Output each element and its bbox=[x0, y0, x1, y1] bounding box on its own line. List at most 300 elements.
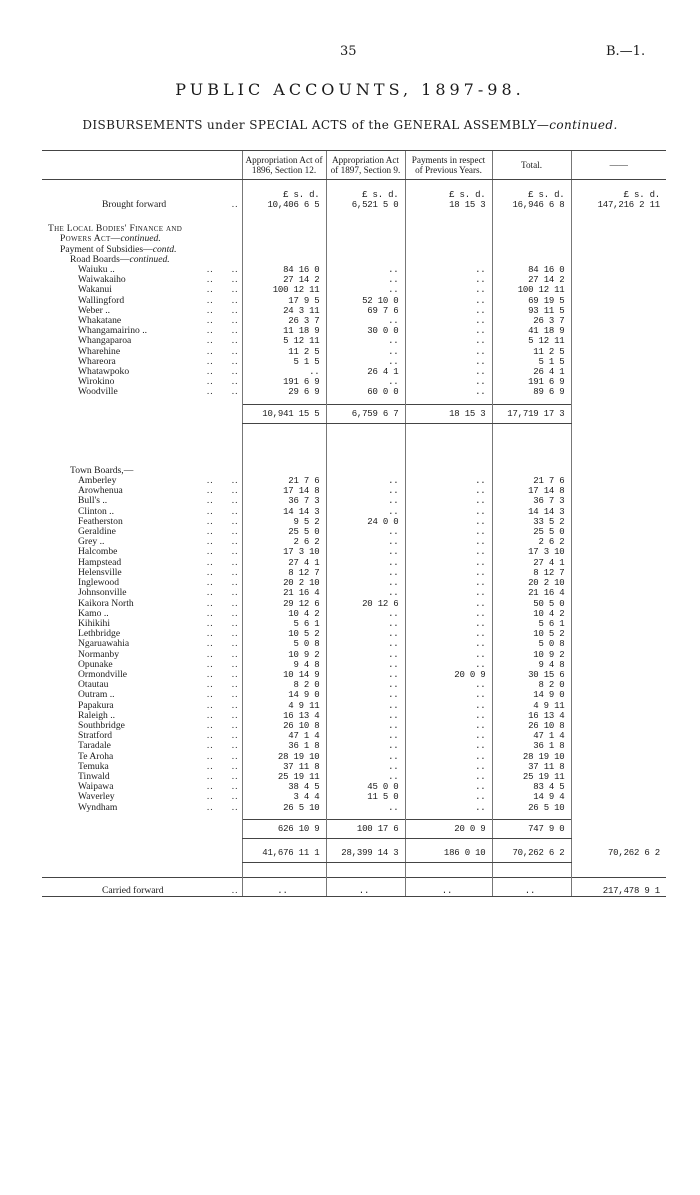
subtotal-label bbox=[42, 819, 242, 838]
leader-dots: .. bbox=[206, 639, 214, 650]
leader-dots: .. bbox=[231, 669, 239, 680]
row-name bbox=[42, 690, 242, 700]
cell-blank bbox=[571, 701, 666, 711]
cell-c3: .. bbox=[405, 326, 492, 336]
row-name-text: Wallingford bbox=[78, 295, 125, 306]
cell-total: 25 19 11 bbox=[492, 772, 571, 782]
table-row bbox=[42, 527, 666, 537]
row-name-text: Opunake bbox=[78, 659, 113, 670]
subtotal-c1: 626 10 9 bbox=[242, 819, 326, 838]
cell-blank bbox=[571, 527, 666, 537]
leader-dots: .. bbox=[231, 802, 239, 813]
leader-dots: .. bbox=[206, 387, 214, 398]
row-name bbox=[42, 377, 242, 387]
leader-dots: .. bbox=[206, 377, 214, 388]
carried-forward-label bbox=[42, 878, 242, 897]
cell-blank bbox=[571, 752, 666, 762]
leader-dots: .. bbox=[206, 761, 214, 772]
payment-of-subsidies-line: Payment of Subsidies—contd. bbox=[60, 244, 177, 255]
leader-dots: .. bbox=[206, 527, 214, 538]
leader-dots: .. bbox=[231, 295, 239, 306]
units-label: £ s. d. bbox=[571, 180, 666, 201]
cell-blank bbox=[571, 711, 666, 721]
leader-dots: .. bbox=[206, 710, 214, 721]
cell-blank bbox=[571, 357, 666, 367]
cell-c3: .. bbox=[405, 772, 492, 782]
cell-c3: .. bbox=[405, 599, 492, 609]
cell-c2: 26 4 1 bbox=[326, 367, 405, 377]
cell-c3: .. bbox=[405, 377, 492, 387]
row-name-text: Clinton .. bbox=[78, 506, 114, 517]
leader-dots: .. bbox=[231, 346, 239, 357]
row-name bbox=[42, 357, 242, 367]
table-row bbox=[42, 782, 666, 792]
leader-dots: .. bbox=[231, 608, 239, 619]
cell-c1: 5 0 8 bbox=[242, 639, 326, 649]
row-name bbox=[42, 588, 242, 598]
cell-blank bbox=[571, 476, 666, 486]
cell-c1: 20 2 10 bbox=[242, 578, 326, 588]
cell-blank bbox=[571, 296, 666, 306]
leader-dots: .. bbox=[231, 690, 239, 701]
road-boards-total-row bbox=[42, 404, 666, 423]
cell-blank bbox=[571, 347, 666, 357]
leader-dots: .. bbox=[231, 367, 239, 378]
cell-total: 36 7 3 bbox=[492, 496, 571, 506]
cell-blank bbox=[571, 336, 666, 346]
leader-dots: .. bbox=[206, 649, 214, 660]
cell-total: 8 12 7 bbox=[492, 568, 571, 578]
leader-dots: .. bbox=[206, 782, 214, 793]
cell-c3: .. bbox=[405, 387, 492, 397]
cell-blank bbox=[571, 265, 666, 275]
cell-c2: .. bbox=[326, 578, 405, 588]
act-title-line-1: The Local Bodies' Finance and bbox=[48, 224, 183, 235]
leader-dots: .. bbox=[231, 336, 239, 347]
cell-c3: .. bbox=[405, 275, 492, 285]
cell-total: 191 6 9 bbox=[492, 377, 571, 387]
cell-c2: .. bbox=[326, 701, 405, 711]
cell-c1: 14 14 3 bbox=[242, 507, 326, 517]
header-appropriation-1896: Appropriation Act of 1896, Section 12. bbox=[242, 151, 326, 180]
row-name-text: Normanby bbox=[78, 649, 120, 660]
cell-blank bbox=[571, 782, 666, 792]
row-name-text: Helensville bbox=[78, 567, 122, 578]
cell-c3: .. bbox=[405, 296, 492, 306]
cell-total: 17 14 8 bbox=[492, 486, 571, 496]
cell-blank bbox=[571, 578, 666, 588]
cell-blank bbox=[571, 762, 666, 772]
row-name-text: Waverley bbox=[78, 792, 115, 803]
row-name bbox=[42, 527, 242, 537]
cell-c3: .. bbox=[405, 803, 492, 813]
cell-c1: 25 19 11 bbox=[242, 772, 326, 782]
cell-c1: 2 6 2 bbox=[242, 537, 326, 547]
cell-blank bbox=[571, 377, 666, 387]
leader-dots: .. bbox=[231, 356, 239, 367]
row-name bbox=[42, 752, 242, 762]
cell-blank bbox=[571, 588, 666, 598]
cell-c2: 52 10 0 bbox=[326, 296, 405, 306]
cell-total: 5 6 1 bbox=[492, 619, 571, 629]
cell-c3: .. bbox=[405, 650, 492, 660]
cell-c1: 25 5 0 bbox=[242, 527, 326, 537]
cell-blank bbox=[571, 792, 666, 802]
subtotal-c3: 20 0 9 bbox=[405, 819, 492, 838]
carried-forward-c1: .. bbox=[242, 878, 326, 897]
spacer-row bbox=[42, 452, 666, 466]
cell-c1: 21 16 4 bbox=[242, 588, 326, 598]
row-name-text: Arowhenua bbox=[78, 486, 123, 497]
leader-dots: .. bbox=[206, 305, 214, 316]
table-row bbox=[42, 336, 666, 346]
cell-c1: 5 1 5 bbox=[242, 357, 326, 367]
row-name-text: Wyndham bbox=[78, 802, 118, 813]
row-name bbox=[42, 619, 242, 629]
leader-dots: .. bbox=[206, 265, 214, 276]
cell-c2: .. bbox=[326, 660, 405, 670]
spacer-row bbox=[42, 438, 666, 452]
leader-dots: .. bbox=[206, 506, 214, 517]
cell-c2: .. bbox=[326, 629, 405, 639]
leader-dots: .. bbox=[206, 346, 214, 357]
row-name bbox=[42, 326, 242, 336]
leader-dots: .. bbox=[206, 567, 214, 578]
row-name bbox=[42, 507, 242, 517]
cell-c1: 11 18 9 bbox=[242, 326, 326, 336]
row-name-text: Temuka bbox=[78, 761, 109, 772]
cell-c3: .. bbox=[405, 680, 492, 690]
leader-dots: .. bbox=[206, 496, 214, 507]
leader-dots: .. bbox=[231, 527, 239, 538]
cell-total: 47 1 4 bbox=[492, 731, 571, 741]
cell-c2: .. bbox=[326, 588, 405, 598]
header-row bbox=[42, 151, 666, 180]
cell-c2: .. bbox=[326, 619, 405, 629]
cell-blank bbox=[571, 387, 666, 397]
row-name bbox=[42, 772, 242, 782]
subtotal-c4: 70,262 6 2 bbox=[492, 838, 571, 862]
row-name-text: Kaikora North bbox=[78, 598, 134, 609]
cell-blank bbox=[571, 404, 666, 423]
brought-forward-c3: 18 15 3 bbox=[405, 200, 492, 210]
section-heading-row bbox=[42, 234, 666, 244]
leader-dots: .. bbox=[231, 618, 239, 629]
row-name-text: Waiwakaiho bbox=[78, 275, 126, 286]
document-reference: B.—1. bbox=[606, 44, 646, 59]
cell-blank bbox=[571, 721, 666, 731]
cell-blank bbox=[571, 326, 666, 336]
cell-c2: .. bbox=[326, 568, 405, 578]
cell-c2: .. bbox=[326, 670, 405, 680]
row-name-text: Southbridge bbox=[78, 720, 125, 731]
subtitle-continued: continued. bbox=[549, 118, 618, 132]
section-heading-row bbox=[42, 224, 666, 234]
cell-blank bbox=[571, 741, 666, 751]
cell-c2: .. bbox=[326, 752, 405, 762]
subtotal-c2: 28,399 14 3 bbox=[326, 838, 405, 862]
leader-dots: .. bbox=[206, 618, 214, 629]
leader-dots: .. bbox=[231, 496, 239, 507]
cell-total: 11 2 5 bbox=[492, 347, 571, 357]
row-name bbox=[42, 347, 242, 357]
cell-c2: .. bbox=[326, 690, 405, 700]
subtotal-c1: 41,676 11 1 bbox=[242, 838, 326, 862]
table-row bbox=[42, 265, 666, 275]
cell-c1: 84 16 0 bbox=[242, 265, 326, 275]
table-row bbox=[42, 306, 666, 316]
row-name bbox=[42, 285, 242, 295]
row-name bbox=[42, 476, 242, 486]
cell-c1: 11 2 5 bbox=[242, 347, 326, 357]
cell-blank bbox=[571, 819, 666, 838]
cell-c3: .. bbox=[405, 507, 492, 517]
section-heading-row bbox=[42, 466, 666, 476]
leader-dots: .. bbox=[231, 792, 239, 803]
cell-blank bbox=[571, 285, 666, 295]
disbursements-table bbox=[42, 150, 666, 897]
leader-dots: .. bbox=[206, 356, 214, 367]
row-name-text: Whareora bbox=[78, 356, 116, 367]
cell-total: 10 5 2 bbox=[492, 629, 571, 639]
subtotal-c5: 70,262 6 2 bbox=[571, 838, 666, 862]
cell-c2: .. bbox=[326, 476, 405, 486]
row-name bbox=[42, 367, 242, 377]
cell-c1: 10 4 2 bbox=[242, 609, 326, 619]
leader-dots: .. bbox=[206, 690, 214, 701]
cell-total: 10 4 2 bbox=[492, 609, 571, 619]
table-row bbox=[42, 650, 666, 660]
table-row bbox=[42, 711, 666, 721]
leader-dots: .. bbox=[206, 669, 214, 680]
table-body bbox=[42, 180, 666, 897]
row-name bbox=[42, 296, 242, 306]
table-row bbox=[42, 588, 666, 598]
row-name-text: Stratford bbox=[78, 731, 113, 742]
cell-c2: 45 0 0 bbox=[326, 782, 405, 792]
leader-dots: .. bbox=[231, 720, 239, 731]
subtotal-c3: 18 15 3 bbox=[405, 404, 492, 423]
header-total: Total. bbox=[492, 151, 571, 180]
row-name-text: Waiuku .. bbox=[78, 265, 115, 276]
cell-c3: .. bbox=[405, 741, 492, 751]
cell-c2: .. bbox=[326, 547, 405, 557]
row-name bbox=[42, 537, 242, 547]
cell-c3: .. bbox=[405, 547, 492, 557]
cell-total: 20 2 10 bbox=[492, 578, 571, 588]
leader-dots: .. bbox=[231, 476, 239, 487]
carried-forward-c5: 217,478 9 1 bbox=[571, 878, 666, 897]
row-name bbox=[42, 721, 242, 731]
row-name bbox=[42, 578, 242, 588]
leader-dots: .. bbox=[206, 792, 214, 803]
cell-c1: 26 10 8 bbox=[242, 721, 326, 731]
cell-c2: 24 0 0 bbox=[326, 517, 405, 527]
section-heading-row bbox=[42, 245, 666, 255]
cell-c2: .. bbox=[326, 609, 405, 619]
cell-c1: 47 1 4 bbox=[242, 731, 326, 741]
cell-total: 9 4 8 bbox=[492, 660, 571, 670]
leader-dots: .. bbox=[231, 659, 239, 670]
units-label: £ s. d. bbox=[405, 180, 492, 201]
leader-dots: .. bbox=[206, 486, 214, 497]
leader-dots: .. bbox=[206, 680, 214, 691]
table-row bbox=[42, 792, 666, 802]
cell-total: 26 10 8 bbox=[492, 721, 571, 731]
cell-c3: .. bbox=[405, 609, 492, 619]
units-label: £ s. d. bbox=[326, 180, 405, 201]
cell-blank bbox=[571, 803, 666, 813]
cell-c3: .. bbox=[405, 752, 492, 762]
row-name bbox=[42, 558, 242, 568]
row-name bbox=[42, 609, 242, 619]
leader-dots: .. bbox=[206, 295, 214, 306]
cell-blank bbox=[571, 275, 666, 285]
table-row bbox=[42, 285, 666, 295]
table-row bbox=[42, 690, 666, 700]
cell-c3: .. bbox=[405, 629, 492, 639]
row-name-text: Wirokino bbox=[78, 377, 115, 388]
leader-dots: .. bbox=[231, 700, 239, 711]
cell-total: 10 9 2 bbox=[492, 650, 571, 660]
cell-c1: 24 3 11 bbox=[242, 306, 326, 316]
carried-forward-row bbox=[42, 878, 666, 897]
row-name-text: Te Aroha bbox=[78, 751, 114, 762]
table-row bbox=[42, 486, 666, 496]
cell-blank bbox=[571, 619, 666, 629]
cell-total: 100 12 11 bbox=[492, 285, 571, 295]
cell-c1: 5 12 11 bbox=[242, 336, 326, 346]
units-label: £ s. d. bbox=[242, 180, 326, 201]
table-row bbox=[42, 629, 666, 639]
cell-total: 17 3 10 bbox=[492, 547, 571, 557]
cell-total: 41 18 9 bbox=[492, 326, 571, 336]
section-heading-row bbox=[42, 255, 666, 265]
leader-dots: .. bbox=[231, 547, 239, 558]
cell-blank bbox=[571, 731, 666, 741]
row-name bbox=[42, 265, 242, 275]
table-row bbox=[42, 731, 666, 741]
cell-c3: .. bbox=[405, 721, 492, 731]
cell-total: 26 5 10 bbox=[492, 803, 571, 813]
cell-c3: .. bbox=[405, 639, 492, 649]
cell-c1: 36 7 3 bbox=[242, 496, 326, 506]
cell-total: 33 5 2 bbox=[492, 517, 571, 527]
cell-c2: .. bbox=[326, 336, 405, 346]
act-title-line-2: Powers Act—continued. bbox=[60, 234, 161, 245]
cell-c2: .. bbox=[326, 803, 405, 813]
cell-c3: .. bbox=[405, 782, 492, 792]
leader-dots: .. bbox=[231, 567, 239, 578]
leader-dots: .. bbox=[231, 771, 239, 782]
row-name bbox=[42, 731, 242, 741]
cell-c3: .. bbox=[405, 476, 492, 486]
leader-dots: .. bbox=[231, 285, 239, 296]
cell-total: 28 19 10 bbox=[492, 752, 571, 762]
table-row bbox=[42, 377, 666, 387]
cell-blank bbox=[571, 537, 666, 547]
cell-blank bbox=[571, 558, 666, 568]
cell-total: 14 9 4 bbox=[492, 792, 571, 802]
subtotal-label bbox=[42, 404, 242, 423]
cell-total: 2 6 2 bbox=[492, 537, 571, 547]
row-name-text: Halcombe bbox=[78, 547, 118, 558]
leader-dots: .. bbox=[231, 629, 239, 640]
cell-c2: .. bbox=[326, 527, 405, 537]
header-dash: —— bbox=[571, 151, 666, 180]
leader-dots: .. bbox=[206, 700, 214, 711]
row-name-text: Inglewood bbox=[78, 578, 120, 589]
cell-c2: .. bbox=[326, 377, 405, 387]
row-name bbox=[42, 568, 242, 578]
table-row bbox=[42, 547, 666, 557]
table-row bbox=[42, 387, 666, 397]
cell-c2: .. bbox=[326, 558, 405, 568]
cell-blank bbox=[571, 547, 666, 557]
row-name bbox=[42, 336, 242, 346]
leader-dots: .. bbox=[231, 731, 239, 742]
cell-blank bbox=[571, 507, 666, 517]
cell-c1: 4 9 11 bbox=[242, 701, 326, 711]
cell-c1: 14 9 0 bbox=[242, 690, 326, 700]
leader-dots: .. bbox=[206, 741, 214, 752]
cell-c3: .. bbox=[405, 578, 492, 588]
row-name bbox=[42, 782, 242, 792]
cell-c3: .. bbox=[405, 690, 492, 700]
table-row bbox=[42, 496, 666, 506]
cell-blank bbox=[571, 609, 666, 619]
table-row bbox=[42, 680, 666, 690]
leader-dots: .. bbox=[206, 476, 214, 487]
cell-c3: .. bbox=[405, 517, 492, 527]
row-name-text: Hampstead bbox=[78, 557, 122, 568]
row-name-text: Waipawa bbox=[78, 782, 114, 793]
cell-c3: .. bbox=[405, 367, 492, 377]
row-name-text: Papakura bbox=[78, 700, 114, 711]
row-name-text: Grey .. bbox=[78, 537, 105, 548]
cell-c2: .. bbox=[326, 347, 405, 357]
row-name-text: Otautau bbox=[78, 680, 109, 691]
brought-forward-total: 16,946 6 8 bbox=[492, 200, 571, 210]
cell-c1: 10 5 2 bbox=[242, 629, 326, 639]
cell-blank bbox=[571, 517, 666, 527]
table-row bbox=[42, 639, 666, 649]
grand-total-row bbox=[42, 838, 666, 862]
cell-blank bbox=[571, 367, 666, 377]
leader-dots: .. bbox=[206, 751, 214, 762]
cell-c3: .. bbox=[405, 285, 492, 295]
brought-forward-label: Brought forward .. bbox=[102, 200, 239, 210]
leader-dots: .. bbox=[206, 578, 214, 589]
cell-c1: 26 5 10 bbox=[242, 803, 326, 813]
row-name-text: Kihikihi bbox=[78, 618, 110, 629]
cell-blank bbox=[571, 599, 666, 609]
cell-c1: 17 3 10 bbox=[242, 547, 326, 557]
leader-dots: .. bbox=[231, 782, 239, 793]
page-title: PUBLIC ACCOUNTS, 1897-98. bbox=[175, 80, 525, 99]
cell-total: 26 3 7 bbox=[492, 316, 571, 326]
row-name-text: Taradale bbox=[78, 741, 111, 752]
leader-dots: .. bbox=[231, 751, 239, 762]
row-name bbox=[42, 547, 242, 557]
cell-c3: .. bbox=[405, 265, 492, 275]
cell-c2: .. bbox=[326, 496, 405, 506]
subtotal-c4: 747 9 0 bbox=[492, 819, 571, 838]
cell-total: 84 16 0 bbox=[492, 265, 571, 275]
cell-total: 83 4 5 bbox=[492, 782, 571, 792]
cell-c3: .. bbox=[405, 496, 492, 506]
leader-dots: .. bbox=[231, 265, 239, 276]
